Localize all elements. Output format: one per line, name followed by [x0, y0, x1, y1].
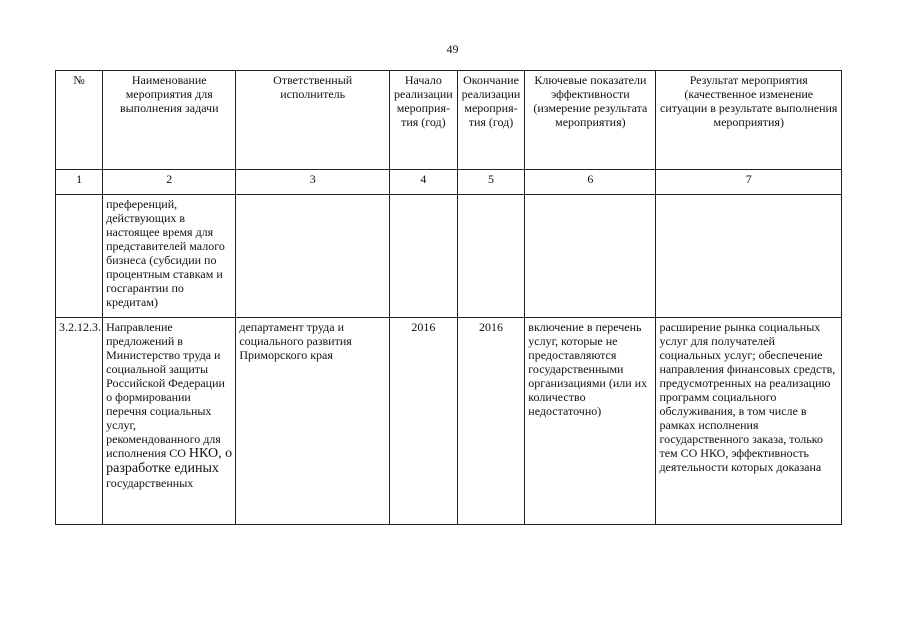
measure-name-text: государственных	[106, 476, 194, 490]
row-number: 3.2.12.3.	[56, 318, 103, 525]
kpi: включение в перечень услуг, которые не предоставляются государственными организациями (или их количество недостаточно)	[525, 318, 656, 525]
kpi	[525, 195, 656, 318]
executor	[236, 195, 390, 318]
column-number: 1	[56, 170, 103, 195]
header-kpi: Ключевые показатели эффективности (измерение результата мероприятия)	[525, 71, 656, 170]
column-number: 7	[656, 170, 842, 195]
column-number: 6	[525, 170, 656, 195]
header-executor: Ответственный исполнитель	[236, 71, 390, 170]
result	[656, 195, 842, 318]
column-number: 2	[103, 170, 236, 195]
measure-name	[103, 318, 236, 525]
table-header-row	[56, 71, 842, 170]
header-start-year: Начало реализации мероприя-тия (год)	[390, 71, 458, 170]
page-number: 49	[446, 42, 459, 56]
measures-table	[55, 70, 842, 525]
start-year: 2016	[390, 318, 458, 525]
result: расширение рынка социальных услуг для получателей социальных услуг; обеспечение направления финансовых средств, предусмотренных на реализацию программ социального обслуживания, в том числе в рамках исполнения государственного заказа, только тем СО НКО, эффективность деятельности которых доказана	[656, 318, 842, 525]
executor: департамент труда и социального развития Приморского края	[236, 318, 390, 525]
column-number-row	[56, 170, 842, 195]
measure-name: преференций, действующих в настоящее время для представителей малого бизнеса (субсидии по процентным ставкам и госгарантии по кредитам)	[103, 195, 236, 318]
header-number: №	[56, 71, 103, 170]
header-result: Результат мероприятия (качественное изменение ситуации в результате выполнения мероприятия)	[656, 71, 842, 170]
start-year	[390, 195, 458, 318]
row-number	[56, 195, 103, 318]
header-end-year: Окончание реализации мероприя-тия (год)	[457, 71, 525, 170]
column-number: 5	[457, 170, 525, 195]
column-number: 3	[236, 170, 390, 195]
measure-name-text: Направление предложений в Министерство труда и социальной защиты Российской Федерации о формировании перечня социальных услуг, рекомендованного для исполнения СО	[106, 320, 225, 460]
column-number: 4	[390, 170, 458, 195]
measure-name-text: НКО, о разработке единых	[106, 446, 233, 476]
table-row	[56, 195, 842, 318]
header-measure-name: Наименование мероприятия для выполнения задачи	[103, 71, 236, 170]
end-year	[457, 195, 525, 318]
table-row	[56, 318, 842, 525]
end-year: 2016	[457, 318, 525, 525]
